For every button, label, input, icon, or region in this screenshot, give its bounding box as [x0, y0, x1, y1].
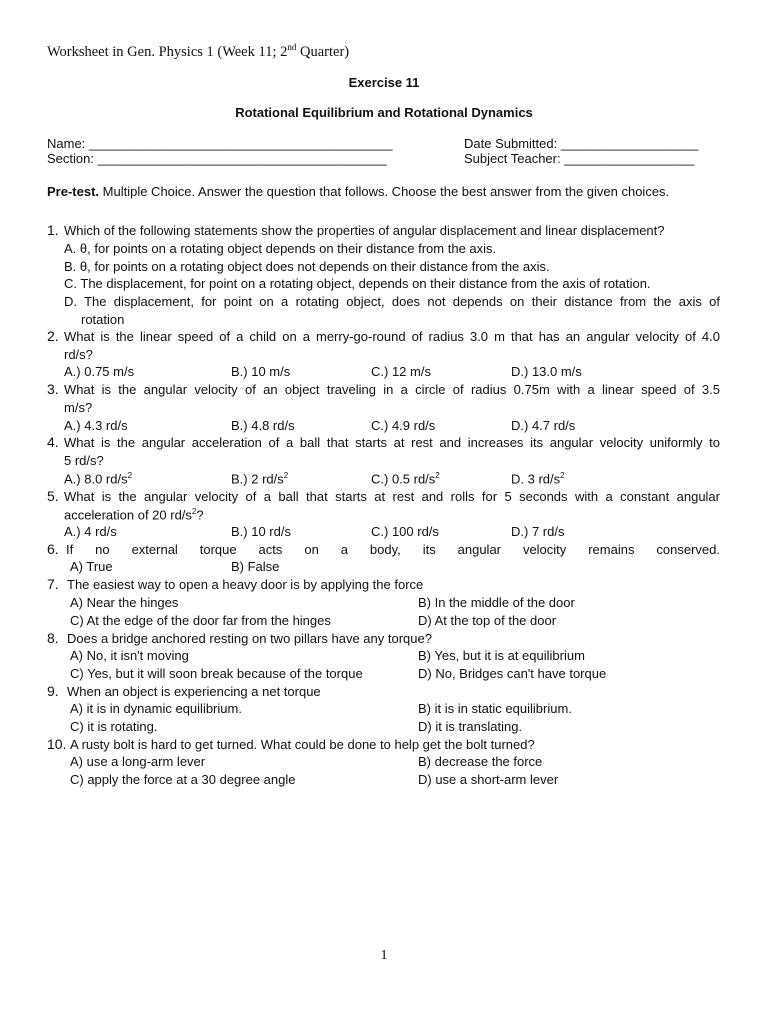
- topic-title: Rotational Equilibrium and Rotational Dynamics: [235, 105, 533, 120]
- q9-text: When an object is experiencing a net torque: [67, 684, 321, 699]
- q5-choice-b: B.) 10 rd/s: [231, 524, 291, 539]
- q4-choice-d: D. 3 $rd/s^2$: [511, 471, 565, 487]
- q1-choice-b: B. θ, for points on a rotating object does not depends on their distance from the axis.: [64, 259, 550, 274]
- q4-number: 4.: [47, 434, 59, 450]
- q1-choice-a: A. θ, for points on a rotating object depends on their distance from the axis.: [64, 241, 497, 256]
- q9-choice-d: D) it is translating.: [418, 719, 523, 734]
- q7-choice-b: B) In the middle of the door: [418, 595, 575, 610]
- q4-choice-c: C.) 0.5 $rd/s^2$: [371, 471, 440, 487]
- q1-choice-d: D. The displacement, for point on a rotating object, does not depends on their distance from the axis of: [64, 294, 720, 309]
- q3-choice-b: B.) 4.8 rd/s: [231, 418, 295, 433]
- q4-text: What is the angular acceleration of a ball that starts at rest and increases its angular velocity uniformly to: [64, 435, 720, 450]
- q2-text-cont: rd/s?: [64, 347, 93, 362]
- q5-number: 5.: [47, 488, 59, 504]
- q10-choice-c: C) apply the force at a 30 degree angle: [70, 772, 296, 787]
- q4-choice-b: B.) 2 $rd/s^2$: [231, 471, 289, 487]
- exercise-title: Exercise 11: [348, 75, 420, 90]
- q8-choice-c: C) Yes, but it will soon break because of the torque: [70, 666, 363, 681]
- q1-number: 1.: [47, 222, 59, 238]
- q8-choice-b: B) Yes, but it is at equilibrium: [418, 648, 585, 663]
- q9-choice-c: C) it is rotating.: [70, 719, 158, 734]
- q3-choice-a: A.) 4.3 rd/s: [64, 418, 128, 433]
- q8-choice-d: D) No, Bridges can't have torque: [418, 666, 607, 681]
- q8-number: 8.: [47, 630, 59, 646]
- q3-number: 3.: [47, 381, 59, 397]
- q3-choice-c: C.) 4.9 rd/s: [371, 418, 436, 433]
- subject-teacher-field: Subject Teacher: __________________: [464, 151, 695, 166]
- q6-text: If no external torque acts on a body, its angular velocity remains conserved.: [66, 542, 720, 557]
- q10-choice-b: B) decrease the force: [418, 754, 543, 769]
- q9-choice-a: A) it is in dynamic equilibrium.: [70, 701, 242, 716]
- q3-text-cont: m/s?: [64, 400, 93, 415]
- q5-choice-c: C.) 100 rd/s: [371, 524, 439, 539]
- q7-text: The easiest way to open a heavy door is by applying the force: [67, 577, 424, 592]
- q1-choice-d-cont: rotation: [81, 312, 125, 327]
- q2-choice-b: B.) 10 m/s: [231, 364, 291, 379]
- q10-number: 10.: [47, 736, 67, 752]
- q8-text: Does a bridge anchored resting on two pillars have any torque?: [67, 631, 432, 646]
- date-submitted-field: Date Submitted: ___________________: [464, 136, 699, 151]
- section-field: Section: ________________________________________: [47, 151, 387, 166]
- q5-choice-d: D.) 7 rd/s: [511, 524, 565, 539]
- q2-choice-d: D.) 13.0 m/s: [511, 364, 582, 379]
- q10-choice-a: A) use a long-arm lever: [70, 754, 206, 769]
- q5-choice-a: A.) 4 rd/s: [64, 524, 117, 539]
- q3-choice-d: D.) 4.7 rd/s: [511, 418, 576, 433]
- q2-number: 2.: [47, 328, 59, 344]
- q2-choice-a: A.) 0.75 m/s: [64, 364, 135, 379]
- q3-text: What is the angular velocity of an object traveling in a circle of radius 0.75m with a linear speed of 3.5: [64, 382, 720, 397]
- q5-text: What is the angular velocity of a ball that starts at rest and rolls for 5 seconds with a constant angular: [64, 489, 720, 504]
- q7-choice-c: C) At the edge of the door far from the hinges: [70, 613, 331, 628]
- pretest-instructions: Pre-test. Multiple Choice. Answer the question that follows. Choose the best answer from the given choices.: [47, 184, 670, 199]
- q8-choice-a: A) No, it isn't moving: [70, 648, 189, 663]
- worksheet-header: Worksheet in Gen. Physics 1 (Week 11; 2nd Quarter): [47, 42, 350, 60]
- q7-choice-a: A) Near the hinges: [70, 595, 179, 610]
- name-field: Name: __________________________________________: [47, 136, 393, 151]
- q1-choice-c: C. The displacement, for point on a rotating object, depends on their distance from the axis of rotation.: [64, 276, 651, 291]
- q10-text: A rusty bolt is hard to get turned. What could be done to help get the bolt turned?: [70, 737, 535, 752]
- q6-choice-a: A) True: [70, 559, 113, 574]
- q9-choice-b: B) it is in static equilibrium.: [418, 701, 572, 716]
- q4-text-cont: 5 rd/s?: [64, 453, 104, 468]
- q7-choice-d: D) At the top of the door: [418, 613, 557, 628]
- q5-text-cont: acceleration of 20 $rd/s^2$?: [64, 507, 204, 523]
- q2-choice-c: C.) 12 m/s: [371, 364, 431, 379]
- page-number: 1: [380, 948, 388, 963]
- q10-choice-d: D) use a short-arm lever: [418, 772, 559, 787]
- q4-choice-a: A.) 8.0 $rd/s^2$: [64, 471, 133, 487]
- q1-text: Which of the following statements show the properties of angular displacement and linear displacement?: [64, 223, 665, 238]
- q2-text: What is the linear speed of a child on a merry-go-round of radius 3.0 m that has an angular velocity of 4.0: [64, 329, 720, 344]
- q7-number: 7.: [47, 576, 59, 592]
- q6-number: 6.: [47, 541, 59, 557]
- q9-number: 9.: [47, 683, 59, 699]
- q6-choice-b: B) False: [231, 559, 280, 574]
